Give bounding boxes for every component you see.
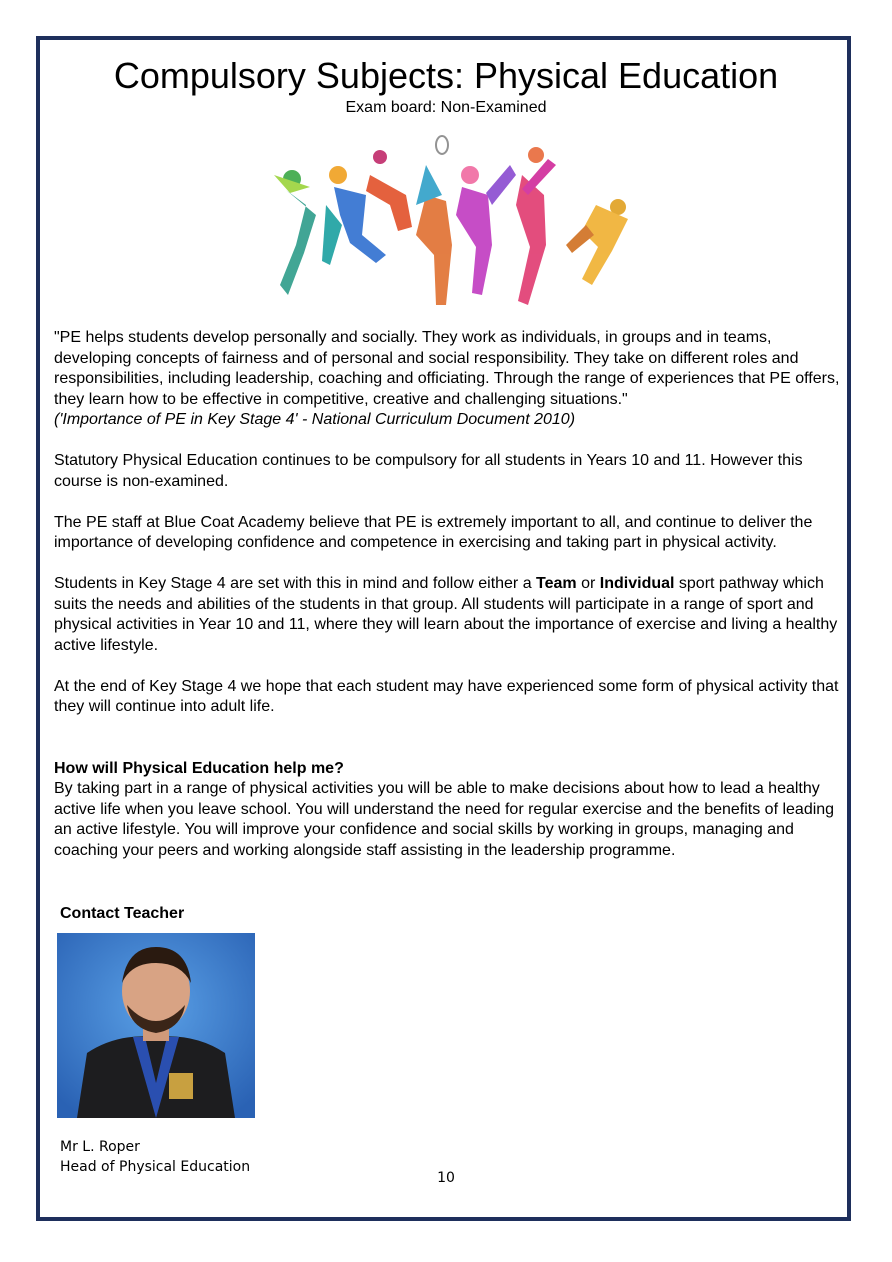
help-heading: How will Physical Education help me? (54, 759, 344, 777)
teacher-role: Head of Physical Education (60, 1159, 251, 1175)
curriculum-quote (54, 328, 844, 431)
athlete-figure-3 (366, 150, 412, 231)
teacher-photo (57, 933, 255, 1118)
main-content (54, 328, 844, 882)
teacher-name: Mr L. Roper (60, 1139, 140, 1155)
paragraph-staff-belief: The PE staff at Blue Coat Academy believe that PE is extremely important to all, and continue to deliver the importance of developing confidence and competence in exercising and taking part in physical activity. (54, 513, 813, 551)
athlete-figure-5 (456, 165, 516, 295)
pathway-individual: Individual (599, 575, 675, 592)
athlete-figure-1 (274, 170, 316, 295)
athlete-figure-4 (416, 136, 452, 305)
quote-citation: ('Importance of PE in Key Stage 4' - National Curriculum Document 2010) (54, 411, 576, 428)
exam-board: Exam board: Non-Examined (345, 99, 547, 116)
quote-text: "PE helps students develop personally and socially. They work as individuals, in groups and in teams, developing concepts of fairness and of personal and social responsibility. They take on different roles and responsibilities, including leadership, coaching and officiating. Through the range of experiences that PE offers, they learn how to be effective in competitive, creative and challenging situations." (54, 329, 840, 408)
paragraph-compulsory: Statutory Physical Education continues to be compulsory for all students in Years 10 and 11. However this course is non-examined. (54, 452, 803, 490)
paragraph-adult-life: At the end of Key Stage 4 we hope that each student may have experienced some form of physical activity that they will continue into adult life. (54, 677, 839, 715)
pathway-team: Team (536, 575, 577, 592)
athlete-figure-6 (516, 147, 556, 305)
help-section (54, 759, 844, 862)
contact-teacher-label: Contact Teacher (60, 905, 185, 922)
help-text: By taking part in a range of physical activities you will be able to make decisions about how to lead a healthy active life when you leave school. You will understand the need for regular exercise and the benefits of leading an active lifestyle. You will improve your confidence and social skills by working in groups, managing and coaching your peers and working alongside staff assisting in the leadership programme. (54, 780, 835, 859)
pathway-text-start: Students in Key Stage 4 are set with this in mind and follow either a (54, 575, 537, 592)
page-title: Compulsory Subjects: Physical Education (113, 55, 779, 96)
pathway-or: or (576, 575, 600, 592)
athlete-figure-7 (566, 199, 628, 285)
pathway-text-end: sport pathway which suits the needs and abilities of the students in that group. All students will participate in a range of sport and physical activities in Year 10 and 11, where they will learn about the importance of exercise and living a healthy active lifestyle. (54, 575, 838, 654)
athletes-illustration (266, 135, 640, 325)
page-number: 10 (437, 1170, 455, 1186)
paragraph-pathways (54, 574, 844, 656)
